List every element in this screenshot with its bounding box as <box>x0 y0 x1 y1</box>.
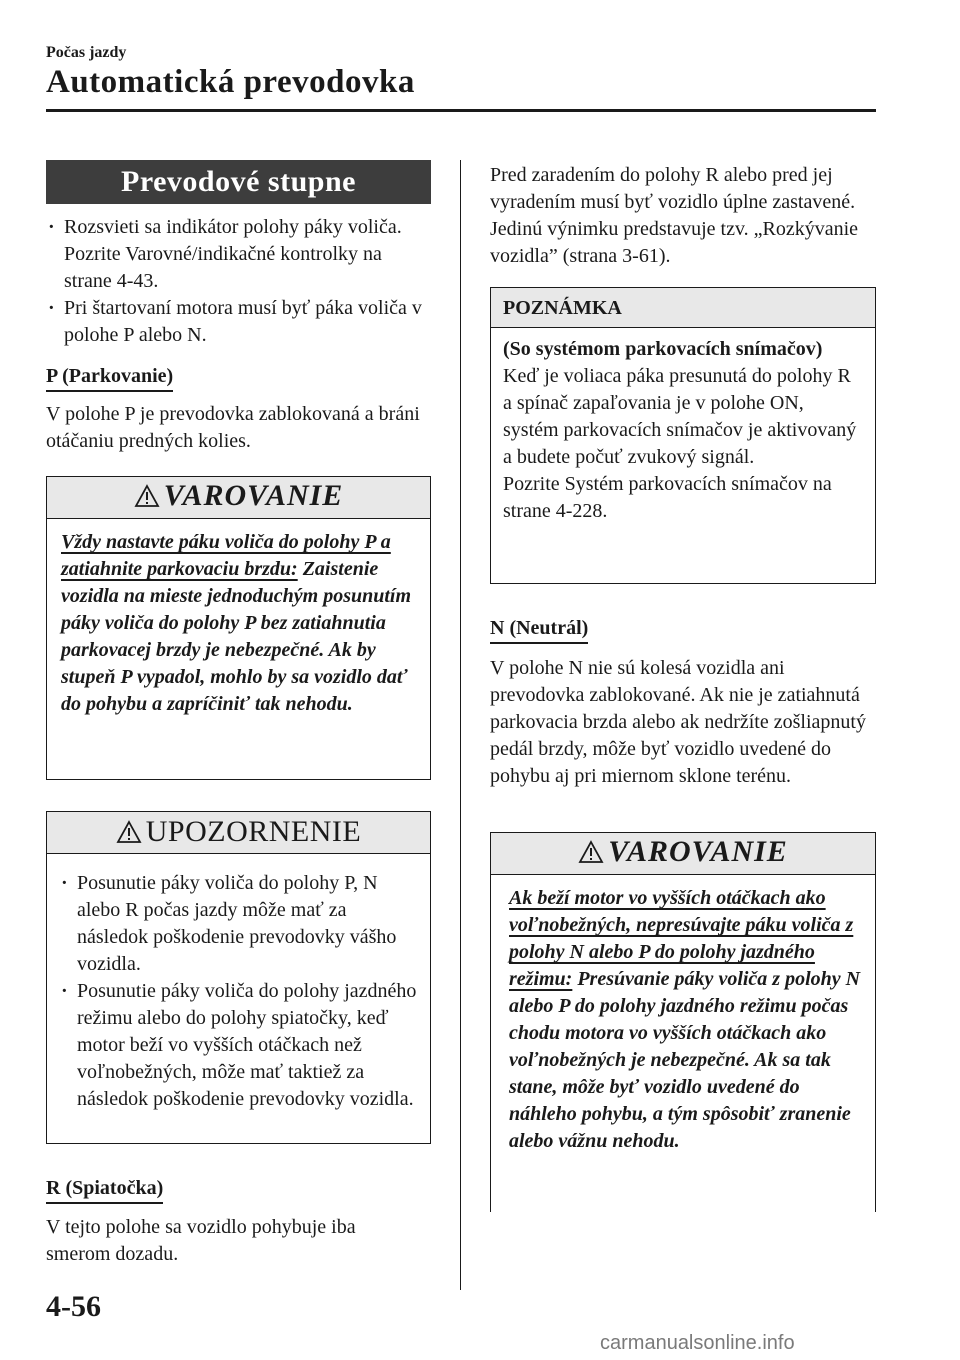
n-heading: N (Neutrál) <box>490 616 588 644</box>
warning-emphasis: Vždy nastavte páku voliča do polohy P a zatiahnite parkovaciu brzdu: <box>61 531 391 580</box>
list-item: · Posunutie páky voliča do polohy P, N alebo R počas jazdy môže mať za následok poškodenie prevodovky vášho vozidla. <box>59 870 420 978</box>
warning-title: VAROVANIE <box>608 835 788 868</box>
note-body <box>491 328 875 525</box>
p-heading: P (Parkovanie) <box>46 364 173 392</box>
list-item: · Pri štartovaní motora musí byť páka voliča v polohe P alebo N. <box>46 295 426 349</box>
warning-triangle-icon <box>134 484 160 508</box>
page-title: Automatická prevodovka <box>46 64 415 100</box>
warning-body <box>47 519 430 718</box>
warning-header <box>491 833 875 875</box>
note-header: POZNÁMKA <box>491 288 875 328</box>
warning-emphasis: Ak beží motor vo vyšších otáčkach ako voľnobežných, nepresúvajte páku voliča z polohy N alebo P do polohy jazdného režimu: <box>509 887 854 990</box>
warning-text: Zaistenie vozidla na mieste jednoduchým posunutím páky voliča do polohy P bez zatiahnutia parkovacej brzdy je nebezpečné. Ak by stupeň P vypadol, mohlo by sa vozidlo dať do pohybu a zapríčiniť tak nehodu. <box>61 558 412 715</box>
note-subtitle: (So systémom parkovacích snímačov) <box>503 338 823 360</box>
page-number: 4-56 <box>46 1290 101 1323</box>
n-text: V polohe N nie sú kolesá vozidla ani prevodovka zablokované. Ak nie je zatiahnutá parkovacia brzda alebo ak nedržíte zošliapnutý pedál brzdy, môže byť vozidlo uvedené do pohybu aj pri miernom sklone terénu. <box>490 657 866 787</box>
warning-header <box>47 477 430 519</box>
note-reference: Pozrite Systém parkovacích snímačov na strane 4-228. <box>503 473 832 522</box>
caution-bullet-list <box>47 854 430 1113</box>
warning-body <box>491 875 875 1155</box>
p-heading-wrap <box>46 364 173 392</box>
n-heading-wrap <box>490 616 588 644</box>
watermark: carmanualsonline.info <box>600 1332 795 1354</box>
warning-triangle-icon <box>578 840 604 864</box>
list-item: · Rozsvieti sa indikátor polohy páky voliča. Pozrite Varovné/indikačné kontrolky na strane 4-43. <box>46 214 426 295</box>
caution-header <box>47 812 430 854</box>
caution-title: UPOZORNENIE <box>145 815 362 848</box>
section-label: Počas jazdy <box>46 44 127 61</box>
r-text: V tejto polohe sa vozidlo pohybuje iba smerom dozadu. <box>46 1216 356 1265</box>
column-divider <box>460 160 461 1290</box>
section-banner: Prevodové stupne <box>46 160 431 204</box>
r-heading-wrap <box>46 1176 163 1204</box>
warning-triangle-icon <box>116 820 142 844</box>
list-item: · Posunutie páky voliča do polohy jazdného režimu alebo do polohy spiatočky, keď motor beží vo vyšších otáčkach než voľnobežných, môže mať taktiež za následok poškodenie prevodovky vozidla. <box>59 978 420 1113</box>
r-intro-text: Pred zaradením do polohy R alebo pred jej vyradením musí byť vozidlo úplne zastavené. Jedinú výnimku predstavuje tzv. „Rozkývanie vozidla” (strana 3-61). <box>490 164 859 267</box>
note-text: Keď je voliaca páka presunutá do polohy R a spínač zapaľovania je v polohe ON, systém parkovacích snímačov je aktivovaný a budete počuť zvukový signál. <box>503 365 857 468</box>
warning-text: Presúvanie páky voliča z polohy N alebo P do polohy jazdného režimu počas chodu motora vo vyšších otáčkach ako voľnobežných je nebezpečné. Ak sa tak stane, môže byť vozidlo uvedené do náhleho pohybu, a tým spôsobiť zranenie alebo vážnu nehodu. <box>509 968 861 1152</box>
r-heading: R (Spiatočka) <box>46 1176 163 1204</box>
warning-box <box>46 476 431 780</box>
warning-box <box>490 832 876 1212</box>
warning-title: VAROVANIE <box>163 479 344 512</box>
caution-box <box>46 811 431 1144</box>
note-box <box>490 287 876 584</box>
p-text: V polohe P je prevodovka zablokovaná a bráni otáčaniu predných kolies. <box>46 403 420 452</box>
intro-bullet-list <box>46 214 426 349</box>
title-rule <box>46 109 876 112</box>
